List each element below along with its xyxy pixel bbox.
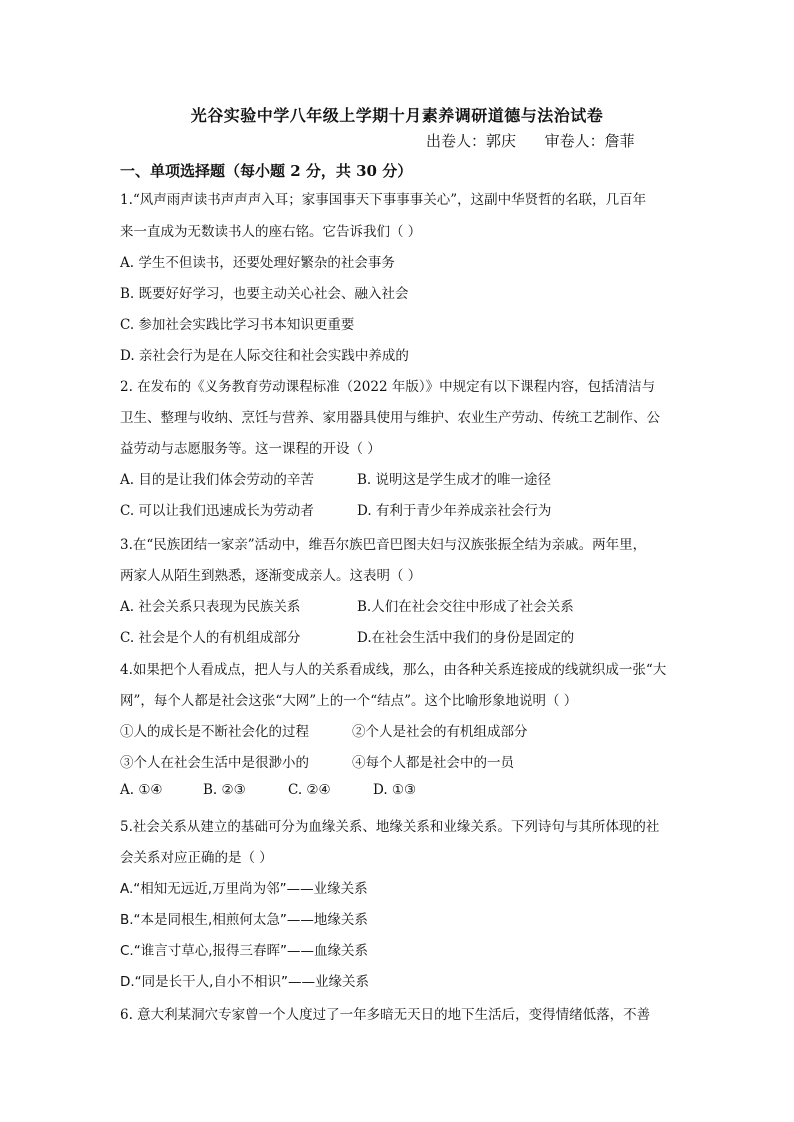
q2-stem-line3: 益劳动与志愿服务等。这一课程的开设（ ） — [120, 441, 381, 457]
q4-option-c: C. ②④ — [288, 782, 331, 798]
q5-stem-line1: 5.社会关系从建立的基础可分为血缘关系、地缘关系和业缘关系。下列诗句与其所体现的社 — [120, 819, 660, 835]
q2-stem-line2: 卫生、整理与收纳、烹饪与营养、家用器具使用与维护、农业生产劳动、传统工艺制作、公 — [120, 410, 660, 426]
q1-option-a: A. 学生不但读书，还要处理好繁杂的社会事务 — [120, 255, 395, 271]
q5-option-b: B.“本是同根生,相煎何太急”——地缘关系 — [120, 912, 368, 928]
q1-option-b: B. 既要好好学习，也要主动关心社会、融入社会 — [120, 286, 409, 302]
q2-option-d: D. 有利于青少年养成亲社会行为 — [357, 503, 552, 519]
q5-stem-line2: 会关系对应正确的是（ ） — [120, 850, 273, 866]
q4-stem-line2: 网”，每个人都是社会这张“大网”上的一个“结点”。这个比喻形象地说明（ ） — [120, 693, 578, 709]
q1-option-d: D. 亲社会行为是在人际交往和社会实践中养成的 — [120, 348, 409, 364]
q4-stem-line1: 4.如果把个人看成点，把人与人的关系看成线，那么，由各种关系连接成的线就织成一张“大 — [120, 662, 667, 678]
q6-stem-line1: 6. 意大利某洞穴专家曾一个人度过了一年多暗无天日的地下生活后，变得情绪低落，不善 — [120, 1007, 651, 1023]
q2-stem-line1: 2. 在发布的《义务教育劳动课程标准（2022 年版）》中规定有以下课程内容，包括清洁与 — [120, 379, 656, 395]
q4-option-b: B. ②③ — [203, 782, 246, 798]
q3-stem-line1: 3.在“民族团结一家亲”活动中，维吾尔族巴音巴图夫妇与汉族张振全结为亲戚。两年里， — [120, 537, 647, 553]
exam-title: 光谷实验中学八年级上学期十月素养调研道德与法治试卷 — [190, 106, 604, 125]
q5-option-c: C.“谁言寸草心,报得三春晖”——血缘关系 — [120, 943, 368, 959]
q4-statement-4: ④每个人都是社会中的一员 — [352, 755, 514, 771]
q2-option-b: B. 说明这是学生成才的唯一途径 — [357, 472, 552, 488]
q4-statement-2: ②个人是社会的有机组成部分 — [352, 724, 528, 740]
author-info: 出卷人：郭庆 审卷人：詹菲 — [426, 132, 635, 150]
q3-option-d: D.在社会生活中我们的身份是固定的 — [357, 630, 575, 646]
q5-option-a: A.“相知无远近,万里尚为邻”——业缘关系 — [120, 881, 368, 897]
q2-option-a: A. 目的是让我们体会劳动的辛苦 — [120, 472, 314, 488]
q3-stem-line2: 两家人从陌生到熟悉，逐渐变成亲人。这表明（ ） — [120, 568, 422, 584]
q5-option-d: D.“同是长干人,自小不相识”——业缘关系 — [120, 974, 369, 990]
q4-option-a: A. ①④ — [120, 782, 163, 798]
section-heading: 一、单项选择题（每小题 2 分，共 30 分） — [120, 162, 413, 180]
q1-option-c: C. 参加社会实践比学习书本知识更重要 — [120, 317, 355, 333]
q2-option-c: C. 可以让我们迅速成长为劳动者 — [120, 503, 314, 519]
q1-stem-line2: 来一直成为无数读书人的座右铭。它告诉我们（ ） — [120, 224, 422, 240]
q4-option-d: D. ①③ — [373, 782, 417, 798]
q3-option-c: C. 社会是个人的有机组成部分 — [120, 630, 301, 646]
q4-statement-1: ①人的成长是不断社会化的过程 — [120, 724, 309, 740]
q4-statement-3: ③个人在社会生活中是很渺小的 — [120, 755, 309, 771]
q3-option-a: A. 社会关系只表现为民族关系 — [120, 599, 301, 615]
q1-stem-line1: 1.“风声雨声读书声声声入耳；家事国事天下事事事关心”，这副中华贤哲的名联，几百年 — [120, 192, 647, 208]
q3-option-b: B.人们在社会交往中形成了社会关系 — [357, 599, 574, 615]
